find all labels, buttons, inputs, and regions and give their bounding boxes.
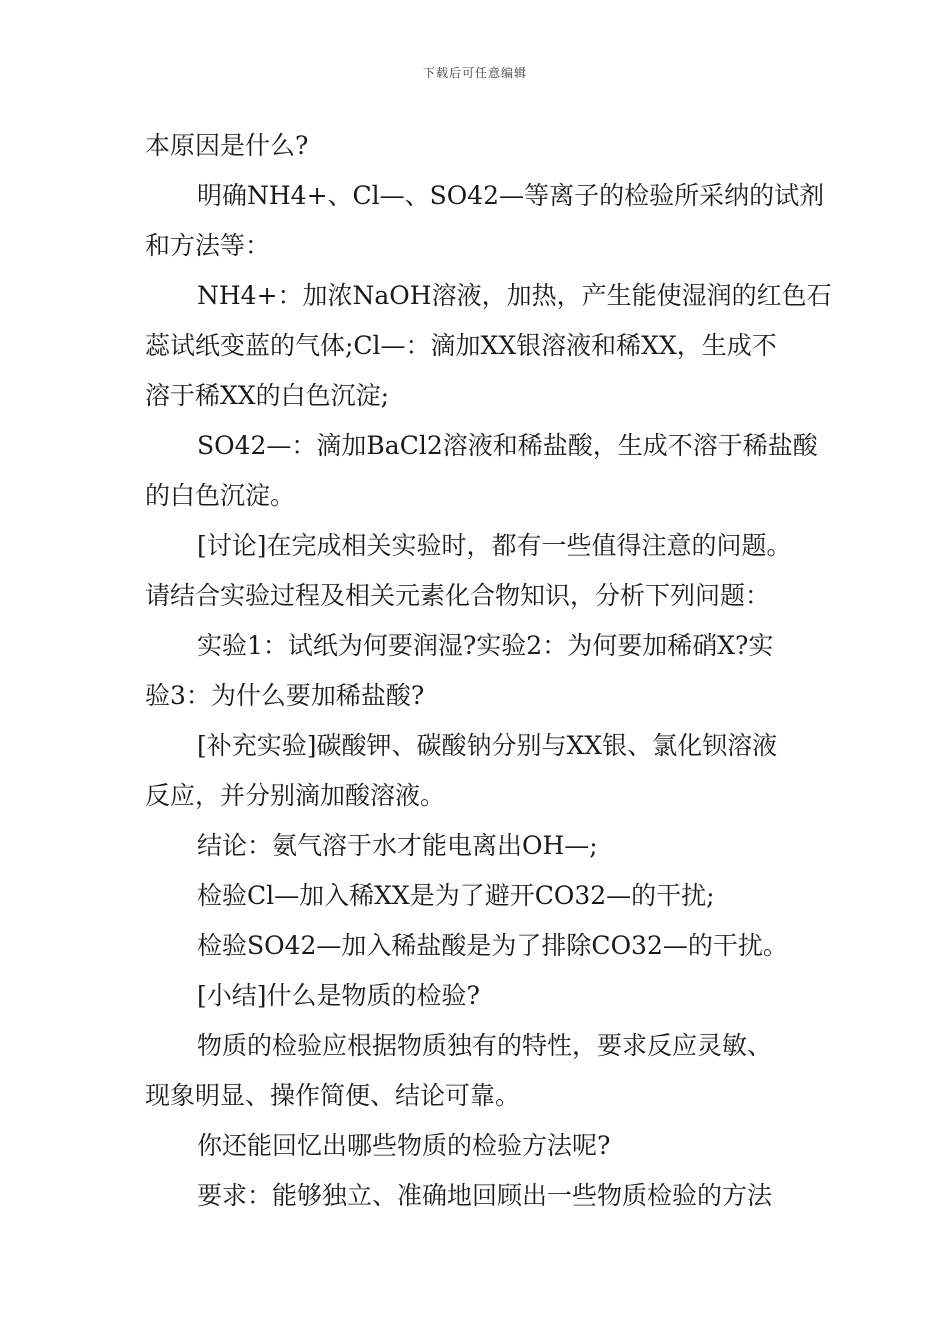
- text-line: 明确NH4+、Cl—、SO42—等离子的检验所采纳的试剂: [197, 181, 825, 210]
- text-line: 要求：能够独立、准确地回顾出一些物质检验的方法: [197, 1181, 773, 1210]
- text-line: 反应，并分别滴加酸溶液。: [145, 781, 446, 810]
- text-line: SO42—：滴加BaCl2溶液和稀盐酸，生成不溶于稀盐酸: [197, 431, 818, 460]
- text-line: 结论：氨气溶于水才能电离出OH—;: [197, 831, 598, 860]
- text-line: 验3：为什么要加稀盐酸?: [145, 681, 425, 710]
- text-line: 的白色沉淀。: [145, 481, 296, 510]
- document-body: [145, 121, 832, 1221]
- text-line: 本原因是什么?: [145, 131, 309, 160]
- text-line: 请结合实验过程及相关元素化合物知识，分析下列问题：: [145, 581, 771, 610]
- text-line: 现象明显、操作简便、结论可靠。: [145, 1081, 521, 1110]
- text-line: 检验Cl—加入稀XX是为了避开CO32—的干扰;: [197, 881, 715, 910]
- text-line: 检验SO42—加入稀盐酸是为了排除CO32—的干扰。: [197, 931, 788, 960]
- text-line: 实验1：试纸为何要润湿?实验2：为何要加稀硝X?实: [197, 631, 774, 660]
- text-line: [讨论]在完成相关实验时，都有一些值得注意的问题。: [197, 531, 792, 560]
- text-line: 溶于稀XX的白色沉淀;: [145, 381, 390, 410]
- page-header: 下载后可任意编辑: [422, 66, 527, 80]
- text-line: [小结]什么是物质的检验?: [197, 981, 480, 1010]
- text-line: 蕊试纸变蓝的气体;Cl—：滴加XX银溶液和稀XX，生成不: [145, 331, 777, 360]
- text-line: 和方法等：: [145, 231, 271, 260]
- text-line: 你还能回忆出哪些物质的检验方法呢?: [197, 1131, 611, 1160]
- text-line: 物质的检验应根据物质独有的特性，要求反应灵敏、: [197, 1031, 773, 1060]
- text-line: NH4+：加浓NaOH溶液，加热，产生能使湿润的红色石: [197, 281, 832, 310]
- text-line: [补充实验]碳酸钾、碳酸钠分别与XX银、氯化钡溶液: [197, 731, 778, 760]
